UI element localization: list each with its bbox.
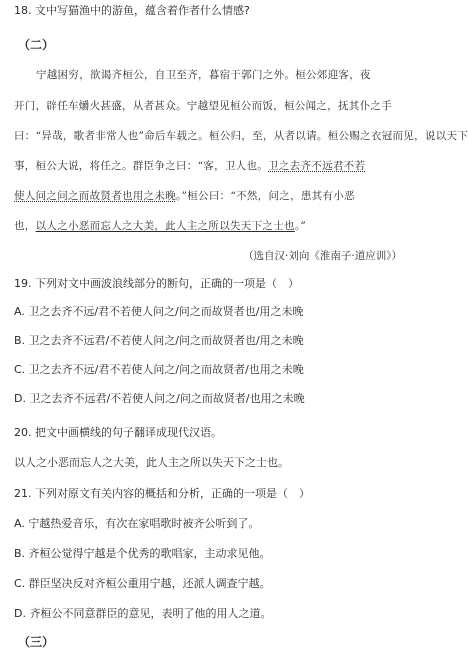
q21-option-b: B. 齐桓公觉得宁越是个优秀的歌唱家，主动求见他。 <box>14 547 271 560</box>
q21-option-c: C. 群臣坚决反对齐桓公重用宁越，还派人调查宁越。 <box>14 577 271 590</box>
question-20: 20. 把文中画横线的句子翻译成现代汉语。 <box>14 426 222 439</box>
passage-line-4-text: 事，桓公大说，将任之。群臣争之曰：“客，卫人也。 <box>14 160 269 172</box>
passage-line-5-text: 。”桓公曰：“不然，问之，患其有小恶 <box>176 190 355 202</box>
q19-option-c: C. 卫之去齐不远/君不若使人问之/问之而故贤者/也用之未晚 <box>14 363 304 376</box>
passage-line-1: 宁越困穷，欲谒齐桓公，自卫至齐，暮宿于郭门之外。桓公郊迎客，夜 <box>36 69 371 81</box>
passage-line-6-end: 。” <box>294 220 307 232</box>
question-21: 21. 下列对原文有关内容的概括和分析，正确的一项是（ ） <box>14 487 310 500</box>
q19-option-d: D. 卫之去齐不远君/不若使人问之/问之而故贤者/也用之未晚 <box>14 392 305 405</box>
question-18: 18. 文中写猫渔中的游鱼，蕴含着作者什么情感? <box>14 4 250 17</box>
section-heading-2: （二） <box>18 38 55 52</box>
passage-line-2: 开门，辟任车爝火甚盛，从者甚众。宁越望见桓公而饭，桓公闻之，抚其仆之手 <box>14 100 392 112</box>
passage-source: （选自汉·刘向《淮南子·道应训》） <box>243 250 402 262</box>
q20-sentence: 以人之小恶而忘人之大美，此人主之所以失天下之士也。 <box>14 456 289 469</box>
passage-line-3: 曰：“异哉，歌者非常人也”命后车载之。桓公归，至，从者以请。桓公赐之衣冠而见，说以天下 <box>14 130 468 142</box>
wavy-underline-part-1: 卫之去齐不远君不若 <box>268 160 366 172</box>
solid-underline-sentence: 以人之小恶而忘人之大美，此人主之所以失天下之士也 <box>35 220 295 232</box>
passage-line-6 <box>14 218 408 234</box>
question-19: 19. 下列对文中画波浪线部分的断句，正确的一项是（ ） <box>14 277 299 290</box>
passage-line-5 <box>14 188 408 204</box>
q19-option-b: B. 卫之去齐不远君/不若使人问之/问之而故贤者也/用之未晚 <box>14 334 304 347</box>
passage-line-4 <box>14 158 408 174</box>
wavy-underline-part-2: 使人问之问之而故贤者也用之未晚 <box>14 190 176 202</box>
q19-option-a: A. 卫之去齐不远/君不若使人问之/问之而故贤者也/用之未晚 <box>14 305 304 318</box>
q21-option-a: A. 宁越热爱音乐，有次在家唱歌时被齐公听到了。 <box>14 517 260 530</box>
q21-option-d: D. 齐桓公不同意群臣的意见，表明了他的用人之道。 <box>14 607 272 620</box>
passage-line-6-start: 也， <box>14 220 36 232</box>
section-heading-3: （三） <box>18 635 55 649</box>
